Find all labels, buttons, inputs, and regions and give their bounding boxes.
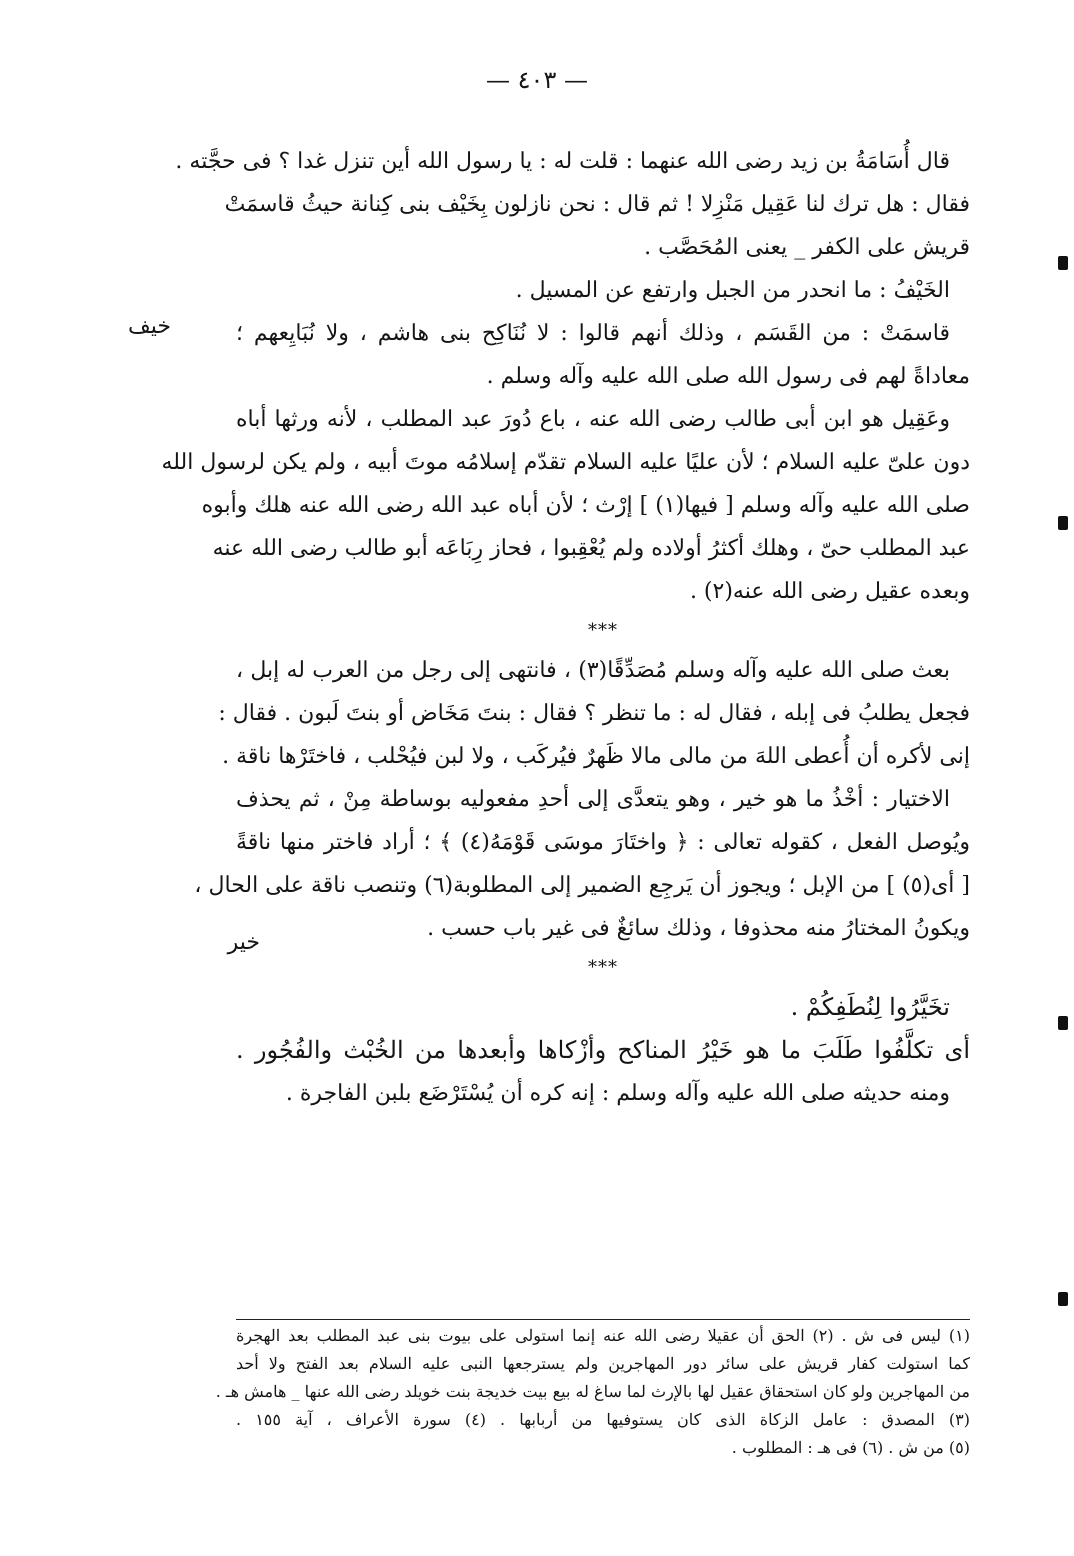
text-line: وعَقِيل هو ابن أبى طالب رضى الله عنه ، باع دُورَ عبد المطلب ، لأنه ورثها أباه [236, 407, 950, 432]
text-line: الخَيْفُ : ما انحدر من الجبل وارتفع عن المسيل . [515, 278, 950, 303]
margin-keyword-khayr: خير [227, 930, 260, 955]
footnotes [215, 1322, 971, 1462]
main-text [161, 140, 970, 1115]
text-line: معاداةً لهم فى رسول الله صلى الله عليه وآله وسلم . [486, 364, 970, 389]
margin-bullet-1 [1058, 256, 1068, 270]
footnote-line: كما استولت كفار قريش على سائر دور المهاجرين ولم يسترجعها النبى عليه السلام بعد الفتح ولا أحد [236, 1354, 970, 1373]
text-line: قريش على الكفر _ يعنى المُحَصَّب . [644, 235, 970, 260]
page-number: — ٤٠٣ — [486, 66, 588, 94]
margin-bullet-3 [1058, 1016, 1068, 1030]
footnote-line: من المهاجرين ولو كان استحقاق عقيل لها بالإرث لما ساغ له بيع بيت خديجة بنت خويلد رضى الله عنها _ هامش هـ . [215, 1382, 970, 1401]
text-line: ويكونُ المختارُ منه محذوفا ، وذلك سائغٌ فى غير باب حسب . [427, 916, 970, 941]
margin-keyword-khayf: خيف [128, 314, 172, 339]
footnote-line: (٥) من ش . (٦) فى هـ : المطلوب . [731, 1438, 970, 1457]
footnote-line: (٣) المصدق : عامل الزكاة الذى كان يستوفيها من أربابها . (٤) سورة الأعراف ، آية ١٥٥ . [236, 1410, 971, 1429]
text-line: فجعل يطلبُ فى إبله ، فقال له : ما تنظر ؟ فقال : بنتَ مَخَاض أو بنتَ لَبون . فقال : [218, 701, 970, 726]
text-line: صلى الله عليه وآله وسلم [ فيها(١) ] إرْث ؛ لأن أباه عبد الله رضى الله عنه هلك وأبوه [201, 493, 970, 518]
text-line: أى تكلَّفُوا طَلَبَ ما هو خَيْرُ المناكح وأزْكاها وأبعدها من الخُبْث والفُجُور . [236, 1036, 970, 1064]
section-separator: *** [588, 957, 618, 978]
footnote-divider [236, 1319, 970, 1320]
margin-bullet-2 [1058, 516, 1068, 530]
text-line: عبد المطلب حىّ ، وهلك أكثرُ أولاده ولم يُعْقِبوا ، فحاز رِبَاعَه أبو طالب رضى الله عنه [212, 536, 970, 561]
margin-bullet-4 [1058, 1292, 1068, 1306]
footnote-line: (١) ليس فى ش . (٢) الحق أن عقيلا رضى الله عنه إنما استولى على بيوت بنى عبد المطلب بعد الهجرة [236, 1326, 970, 1345]
text-line: بعث صلى الله عليه وآله وسلم مُصَدِّقًا(٣) ، فانتهى إلى رجل من العرب له إبل ، [236, 658, 950, 683]
text-line: قال أُسَامَةُ بن زيد رضى الله عنهما : قلت له : يا رسول الله أين تنزل غدا ؟ فى حجَّته . [175, 149, 950, 174]
text-line: ومنه حديثه صلى الله عليه وآله وسلم : إنه كره أن يُسْتَرْضَع بلبن الفاجرة . [285, 1081, 950, 1106]
text-line: [ أى(٥) ] من الإبل ؛ ويجوز أن يَرجِع الضمير إلى المطلوبة(٦) وتنصب ناقة على الحال ، [194, 873, 970, 898]
text-line: قاسمَتْ : من القَسَم ، وذلك أنهم قالوا : لا نُنَاكِح بنى هاشم ، ولا نُبَايِعهم ؛ [236, 321, 950, 346]
section-separator: *** [588, 620, 618, 641]
text-line: دون علىّ عليه السلام ؛ لأن عليًا عليه السلام تقدّم إسلامُه موتَ أبيه ، ولم يكن لرسول الله [161, 450, 970, 475]
text-line: وبعده عقيل رضى الله عنه(٢) . [689, 579, 970, 604]
text-line: فقال : هل ترك لنا عَقِيل مَنْزِلا ! ثم قال : نحن نازلون بِخَيْف بنى كِنانة حيثُ قاسمَتْ [224, 192, 970, 217]
text-line: الاختيار : أخْذُ ما هو خير ، وهو يتعدَّى إلى أحدِ مفعوليه بوساطة مِنْ ، ثم يحذف [236, 787, 950, 812]
text-line: ويُوصل الفعل ، كقوله تعالى : ﴿ واختَارَ موسَى قَوْمَهُ(٤) ﴾ ؛ أراد فاختر منها ناقةً [236, 830, 970, 855]
hadith-heading: تخَيَّرُوا لِنُطَفِكُمْ . [790, 993, 950, 1021]
text-line: إنى لأكره أن أُعطى اللهَ من مالى مالا ظَهرٌ فيُركَب ، ولا لبن فيُحْلب ، فاختَرْها ناقة . [222, 744, 970, 769]
